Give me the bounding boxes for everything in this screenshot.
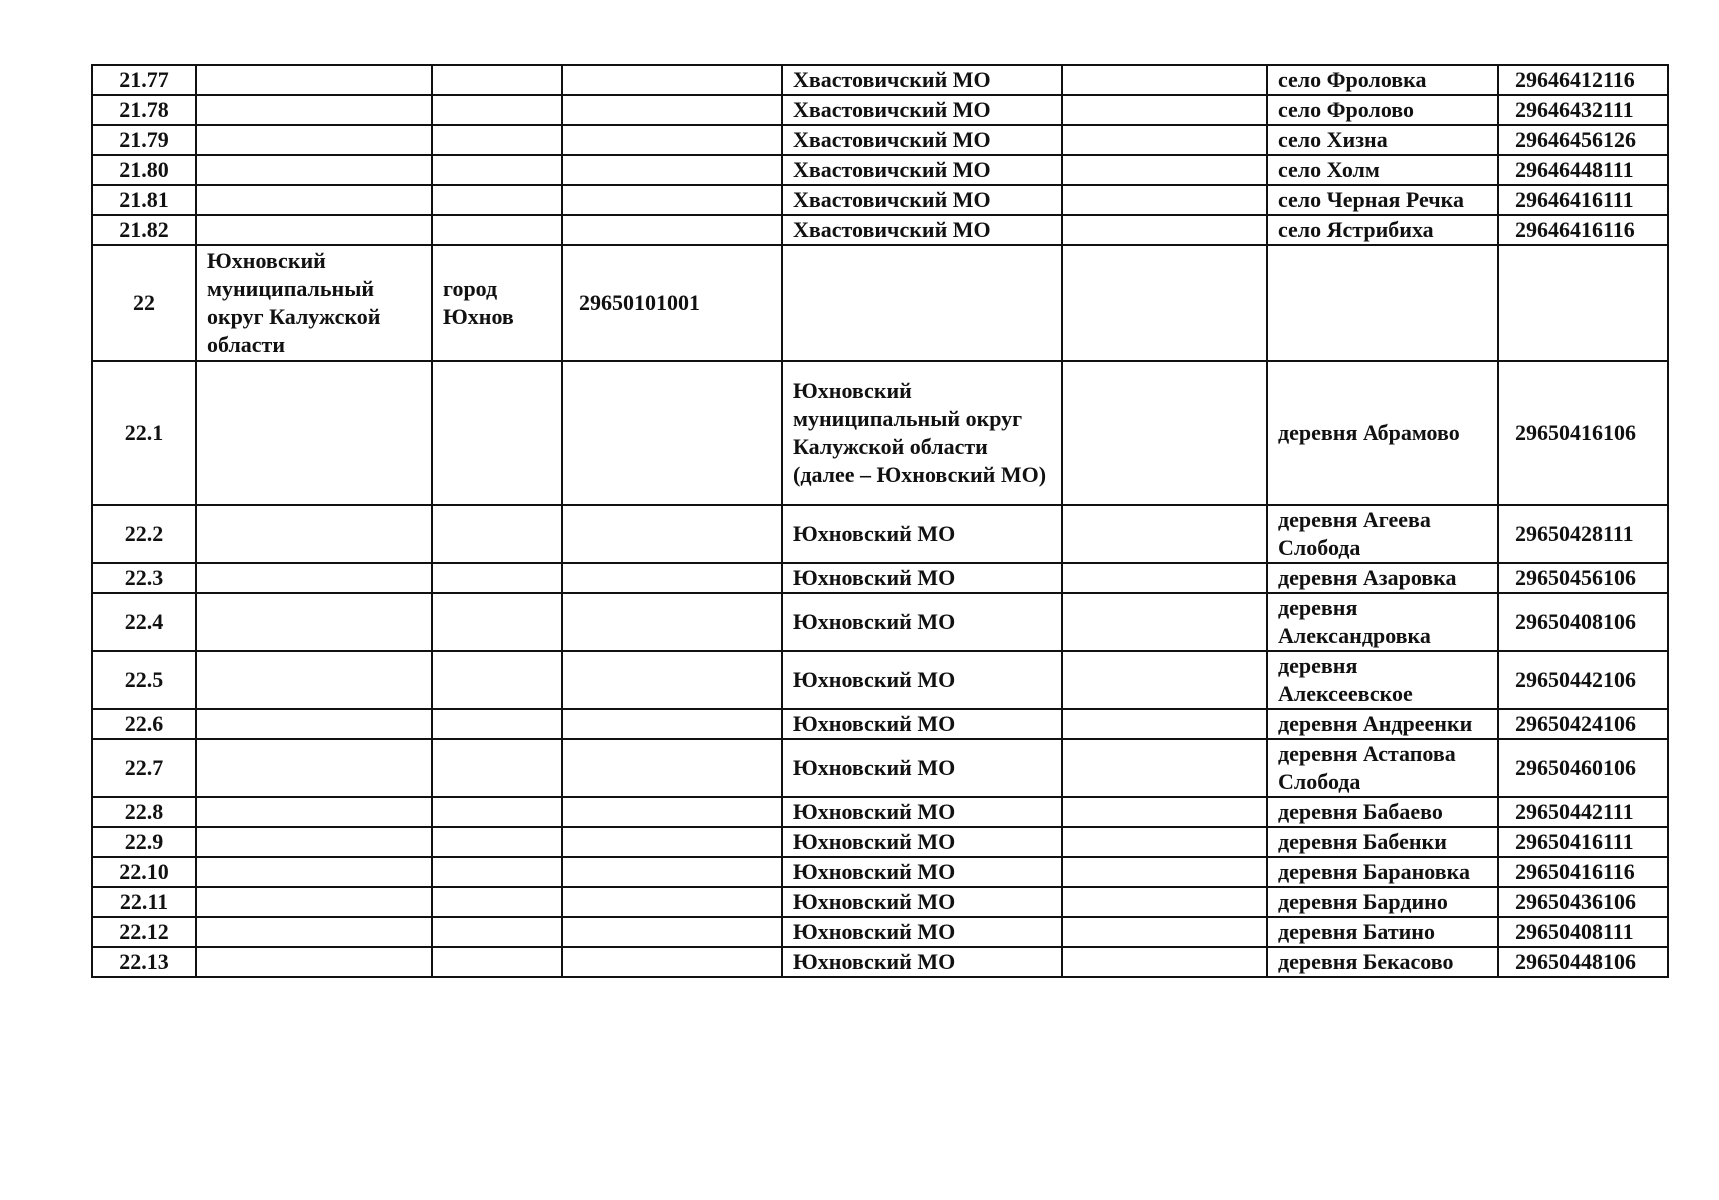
center-oktmo-code-cell	[562, 739, 782, 797]
settlement-name-cell: деревня Батино	[1267, 917, 1498, 947]
table-row	[92, 185, 1668, 215]
center-oktmo-code-cell	[562, 857, 782, 887]
table-row	[92, 917, 1668, 947]
empty-cell	[1062, 827, 1267, 857]
settlement-oktmo-code-cell: 29650424106	[1498, 709, 1668, 739]
center-oktmo-code-cell	[562, 563, 782, 593]
table-row	[92, 505, 1668, 563]
document-page	[91, 64, 1669, 978]
center-oktmo-code-cell	[562, 155, 782, 185]
municipal-district-cell	[196, 917, 432, 947]
administrative-center-cell	[432, 505, 562, 563]
administrative-center-cell	[432, 739, 562, 797]
municipal-entity-cell: Юхновский МО	[782, 797, 1062, 827]
empty-cell	[1062, 125, 1267, 155]
table-row	[92, 245, 1668, 361]
settlement-name-cell: деревня Агеева Слобода	[1267, 505, 1498, 563]
municipal-entity-cell: Юхновский МО	[782, 827, 1062, 857]
municipal-entity-cell: Хвастовичский МО	[782, 95, 1062, 125]
empty-cell	[1062, 215, 1267, 245]
table-row	[92, 739, 1668, 797]
settlement-name-cell: деревня Александровка	[1267, 593, 1498, 651]
empty-cell	[1062, 797, 1267, 827]
settlement-name-cell: деревня Бекасово	[1267, 947, 1498, 977]
municipal-entity-cell: Юхновский МО	[782, 593, 1062, 651]
administrative-center-cell	[432, 215, 562, 245]
municipal-entity-cell: Юхновский МО	[782, 739, 1062, 797]
row-number-cell: 22.7	[92, 739, 196, 797]
empty-cell	[1062, 947, 1267, 977]
municipal-entity-cell: Хвастовичский МО	[782, 125, 1062, 155]
center-oktmo-code-cell	[562, 65, 782, 95]
settlement-name-cell: село Ястрибиха	[1267, 215, 1498, 245]
settlement-oktmo-code-cell: 29646448111	[1498, 155, 1668, 185]
empty-cell	[1062, 245, 1267, 361]
row-number-cell: 22.4	[92, 593, 196, 651]
municipal-district-cell	[196, 593, 432, 651]
municipal-entity-cell: Хвастовичский МО	[782, 185, 1062, 215]
municipal-entity-cell: Юхновский МО	[782, 887, 1062, 917]
settlement-oktmo-code-cell: 29646432111	[1498, 95, 1668, 125]
settlement-oktmo-code-cell: 29650436106	[1498, 887, 1668, 917]
administrative-center-cell	[432, 797, 562, 827]
municipal-entity-cell: Юхновский МО	[782, 947, 1062, 977]
center-oktmo-code-cell	[562, 797, 782, 827]
municipal-district-cell	[196, 857, 432, 887]
table-row	[92, 125, 1668, 155]
settlements-table	[91, 64, 1669, 978]
municipal-district-cell	[196, 185, 432, 215]
row-number-cell: 21.81	[92, 185, 196, 215]
administrative-center-cell	[432, 185, 562, 215]
table-body	[92, 65, 1668, 977]
row-number-cell: 22.2	[92, 505, 196, 563]
municipal-entity-cell: Хвастовичский МО	[782, 155, 1062, 185]
municipal-district-cell	[196, 709, 432, 739]
empty-cell	[1062, 65, 1267, 95]
row-number-cell: 22.9	[92, 827, 196, 857]
center-oktmo-code-cell: 29650101001	[562, 245, 782, 361]
administrative-center-cell	[432, 65, 562, 95]
settlement-oktmo-code-cell: 29646416116	[1498, 215, 1668, 245]
administrative-center-cell	[432, 827, 562, 857]
table-row	[92, 797, 1668, 827]
table-row	[92, 215, 1668, 245]
municipal-entity-cell: Юхновский МО	[782, 651, 1062, 709]
center-oktmo-code-cell	[562, 215, 782, 245]
administrative-center-cell	[432, 709, 562, 739]
settlement-oktmo-code-cell: 29650416106	[1498, 361, 1668, 505]
center-oktmo-code-cell	[562, 887, 782, 917]
municipal-district-cell	[196, 361, 432, 505]
administrative-center-cell	[432, 361, 562, 505]
row-number-cell: 22.10	[92, 857, 196, 887]
municipal-district-cell	[196, 651, 432, 709]
administrative-center-cell	[432, 917, 562, 947]
empty-cell	[1062, 739, 1267, 797]
empty-cell	[1062, 95, 1267, 125]
administrative-center-cell	[432, 947, 562, 977]
table-row	[92, 593, 1668, 651]
table-row	[92, 827, 1668, 857]
row-number-cell: 22.6	[92, 709, 196, 739]
settlement-oktmo-code-cell: 29650408111	[1498, 917, 1668, 947]
table-row	[92, 95, 1668, 125]
row-number-cell: 22.3	[92, 563, 196, 593]
empty-cell	[1062, 593, 1267, 651]
row-number-cell: 22.8	[92, 797, 196, 827]
settlement-oktmo-code-cell: 29650448106	[1498, 947, 1668, 977]
administrative-center-cell	[432, 125, 562, 155]
center-oktmo-code-cell	[562, 827, 782, 857]
settlement-name-cell: деревня Барановка	[1267, 857, 1498, 887]
settlement-oktmo-code-cell: 29650408106	[1498, 593, 1668, 651]
administrative-center-cell	[432, 95, 562, 125]
municipal-entity-cell: Юхновский МО	[782, 505, 1062, 563]
municipal-district-cell	[196, 739, 432, 797]
empty-cell	[1062, 709, 1267, 739]
row-number-cell: 21.77	[92, 65, 196, 95]
administrative-center-cell	[432, 651, 562, 709]
municipal-entity-cell: Юхновский муниципальный округ Калужской области (далее – Юхновский МО)	[782, 361, 1062, 505]
empty-cell	[1062, 651, 1267, 709]
center-oktmo-code-cell	[562, 125, 782, 155]
settlement-name-cell: село Фроловка	[1267, 65, 1498, 95]
settlement-name-cell: село Хизна	[1267, 125, 1498, 155]
settlement-oktmo-code-cell: 29650428111	[1498, 505, 1668, 563]
empty-cell	[1062, 563, 1267, 593]
row-number-cell: 22.13	[92, 947, 196, 977]
settlement-oktmo-code-cell: 29646456126	[1498, 125, 1668, 155]
empty-cell	[1062, 361, 1267, 505]
settlement-name-cell: село Холм	[1267, 155, 1498, 185]
administrative-center-cell	[432, 887, 562, 917]
row-number-cell: 22.12	[92, 917, 196, 947]
table-row	[92, 361, 1668, 505]
center-oktmo-code-cell	[562, 651, 782, 709]
table-row	[92, 563, 1668, 593]
administrative-center-cell	[432, 593, 562, 651]
municipal-entity-cell: Юхновский МО	[782, 857, 1062, 887]
empty-cell	[1062, 887, 1267, 917]
row-number-cell: 22.11	[92, 887, 196, 917]
municipal-entity-cell: Юхновский МО	[782, 563, 1062, 593]
settlement-name-cell: деревня Бабаево	[1267, 797, 1498, 827]
center-oktmo-code-cell	[562, 947, 782, 977]
municipal-district-cell	[196, 505, 432, 563]
settlement-name-cell	[1267, 245, 1498, 361]
settlement-name-cell: деревня Азаровка	[1267, 563, 1498, 593]
municipal-district-cell: Юхновский муниципальный округ Калужской области	[196, 245, 432, 361]
center-oktmo-code-cell	[562, 185, 782, 215]
center-oktmo-code-cell	[562, 505, 782, 563]
municipal-district-cell	[196, 887, 432, 917]
settlement-name-cell: деревня Бабенки	[1267, 827, 1498, 857]
row-number-cell: 22.5	[92, 651, 196, 709]
center-oktmo-code-cell	[562, 917, 782, 947]
center-oktmo-code-cell	[562, 709, 782, 739]
table-row	[92, 947, 1668, 977]
row-number-cell: 22.1	[92, 361, 196, 505]
center-oktmo-code-cell	[562, 95, 782, 125]
administrative-center-cell	[432, 857, 562, 887]
row-number-cell: 21.78	[92, 95, 196, 125]
administrative-center-cell: город Юхнов	[432, 245, 562, 361]
center-oktmo-code-cell	[562, 361, 782, 505]
municipal-district-cell	[196, 947, 432, 977]
center-oktmo-code-cell	[562, 593, 782, 651]
table-row	[92, 887, 1668, 917]
settlement-name-cell: деревня Алексеевское	[1267, 651, 1498, 709]
settlement-oktmo-code-cell: 29650460106	[1498, 739, 1668, 797]
municipal-district-cell	[196, 125, 432, 155]
settlement-name-cell: деревня Андреенки	[1267, 709, 1498, 739]
settlement-oktmo-code-cell: 29650416111	[1498, 827, 1668, 857]
empty-cell	[1062, 857, 1267, 887]
settlement-oktmo-code-cell	[1498, 245, 1668, 361]
row-number-cell: 21.82	[92, 215, 196, 245]
settlement-name-cell: деревня Астапова Слобода	[1267, 739, 1498, 797]
table-row	[92, 857, 1668, 887]
table-row	[92, 709, 1668, 739]
row-number-cell: 21.80	[92, 155, 196, 185]
municipal-entity-cell: Юхновский МО	[782, 917, 1062, 947]
row-number-cell: 21.79	[92, 125, 196, 155]
administrative-center-cell	[432, 563, 562, 593]
municipal-entity-cell: Юхновский МО	[782, 709, 1062, 739]
settlement-oktmo-code-cell: 29650416116	[1498, 857, 1668, 887]
empty-cell	[1062, 505, 1267, 563]
settlement-name-cell: деревня Бардино	[1267, 887, 1498, 917]
municipal-district-cell	[196, 797, 432, 827]
table-row	[92, 65, 1668, 95]
municipal-district-cell	[196, 65, 432, 95]
municipal-district-cell	[196, 215, 432, 245]
settlement-name-cell: деревня Абрамово	[1267, 361, 1498, 505]
municipal-entity-cell	[782, 245, 1062, 361]
row-number-cell: 22	[92, 245, 196, 361]
municipal-district-cell	[196, 155, 432, 185]
municipal-district-cell	[196, 827, 432, 857]
settlement-name-cell: село Фролово	[1267, 95, 1498, 125]
settlement-oktmo-code-cell: 29650442106	[1498, 651, 1668, 709]
settlement-oktmo-code-cell: 29650442111	[1498, 797, 1668, 827]
settlement-name-cell: село Черная Речка	[1267, 185, 1498, 215]
municipal-entity-cell: Хвастовичский МО	[782, 65, 1062, 95]
administrative-center-cell	[432, 155, 562, 185]
empty-cell	[1062, 917, 1267, 947]
municipal-entity-cell: Хвастовичский МО	[782, 215, 1062, 245]
table-row	[92, 651, 1668, 709]
table-row	[92, 155, 1668, 185]
settlement-oktmo-code-cell: 29646416111	[1498, 185, 1668, 215]
settlement-oktmo-code-cell: 29646412116	[1498, 65, 1668, 95]
empty-cell	[1062, 155, 1267, 185]
municipal-district-cell	[196, 563, 432, 593]
empty-cell	[1062, 185, 1267, 215]
settlement-oktmo-code-cell: 29650456106	[1498, 563, 1668, 593]
municipal-district-cell	[196, 95, 432, 125]
